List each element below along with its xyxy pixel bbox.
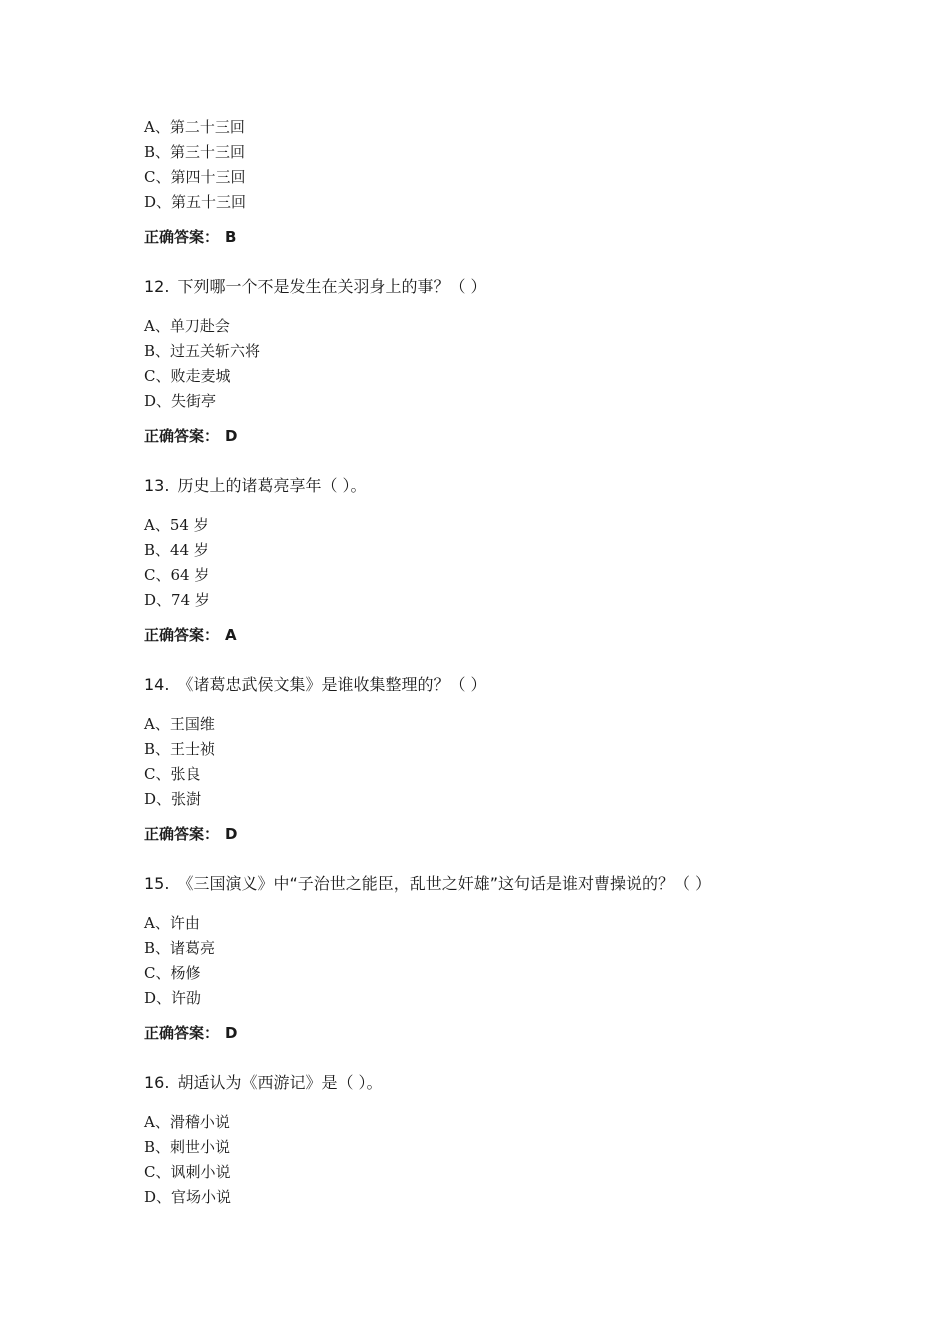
answer-line xyxy=(144,1022,844,1044)
answer-line xyxy=(144,624,844,646)
answer-value: D xyxy=(225,825,238,843)
answer-label: 正确答案： xyxy=(144,626,220,644)
answer-label: 正确答案： xyxy=(144,1024,220,1042)
option-a: A、王国维 xyxy=(144,715,215,733)
option-b: B、诸葛亮 xyxy=(144,939,216,957)
question-title xyxy=(144,474,844,498)
option-c: C、64 岁 xyxy=(144,566,210,584)
option-b: B、过五关斩六将 xyxy=(144,342,261,360)
question-13-options xyxy=(144,513,844,613)
question-number: 13. xyxy=(144,476,170,495)
question-12-options xyxy=(144,314,844,414)
question-number: 14. xyxy=(144,675,170,694)
question-text: 《诸葛忠武侯文集》是谁收集整理的？（ ） xyxy=(177,675,487,694)
question-text: 胡适认为《西游记》是（ ）。 xyxy=(177,1073,383,1092)
option-c: C、张良 xyxy=(144,765,201,783)
answer-line xyxy=(144,425,844,447)
option-d: D、许劭 xyxy=(144,989,202,1007)
option-d: D、74 岁 xyxy=(144,591,210,609)
answer-label: 正确答案： xyxy=(144,427,220,445)
question-text: 历史上的诸葛亮享年（ ）。 xyxy=(177,476,367,495)
answer-label: 正确答案： xyxy=(144,228,220,246)
option-c: C、第四十三回 xyxy=(144,168,246,186)
option-d: D、第五十三回 xyxy=(144,193,247,211)
option-c: C、讽刺小说 xyxy=(144,1163,231,1181)
option-a: A、许由 xyxy=(144,914,200,932)
question-15-options xyxy=(144,911,844,1011)
option-a: A、54 岁 xyxy=(144,516,209,534)
question-text: 《三国演义》中“子治世之能臣，乱世之奸雄”这句话是谁对曹操说的？（ ） xyxy=(177,874,712,893)
question-14-options xyxy=(144,712,844,812)
option-a: A、第二十三回 xyxy=(144,118,245,136)
answer-line xyxy=(144,823,844,845)
answer-value: D xyxy=(225,427,238,445)
question-number: 16. xyxy=(144,1073,170,1092)
option-b: B、刺世小说 xyxy=(144,1138,231,1156)
option-a: A、单刀赴会 xyxy=(144,317,230,335)
answer-value: D xyxy=(225,1024,238,1042)
option-c: C、败走麦城 xyxy=(144,367,231,385)
question-number: 12. xyxy=(144,277,170,296)
question-title xyxy=(144,673,844,697)
answer-label: 正确答案： xyxy=(144,825,220,843)
answer-value: A xyxy=(225,626,237,644)
option-c: C、杨修 xyxy=(144,964,201,982)
question-title xyxy=(144,1071,844,1095)
question-11-block xyxy=(144,115,844,215)
option-a: A、滑稽小说 xyxy=(144,1113,230,1131)
option-b: B、44 岁 xyxy=(144,541,209,559)
question-16-options xyxy=(144,1110,844,1210)
question-text: 下列哪一个不是发生在关羽身上的事？（ ） xyxy=(177,277,487,296)
question-number: 15. xyxy=(144,874,170,893)
option-b: B、王士祯 xyxy=(144,740,216,758)
option-d: D、官场小说 xyxy=(144,1188,232,1206)
option-d: D、张澍 xyxy=(144,790,202,808)
question-title xyxy=(144,275,844,299)
question-title xyxy=(144,872,844,896)
answer-line xyxy=(144,226,844,248)
option-b: B、第三十三回 xyxy=(144,143,246,161)
option-d: D、失街亭 xyxy=(144,392,217,410)
answer-value: B xyxy=(225,228,237,246)
